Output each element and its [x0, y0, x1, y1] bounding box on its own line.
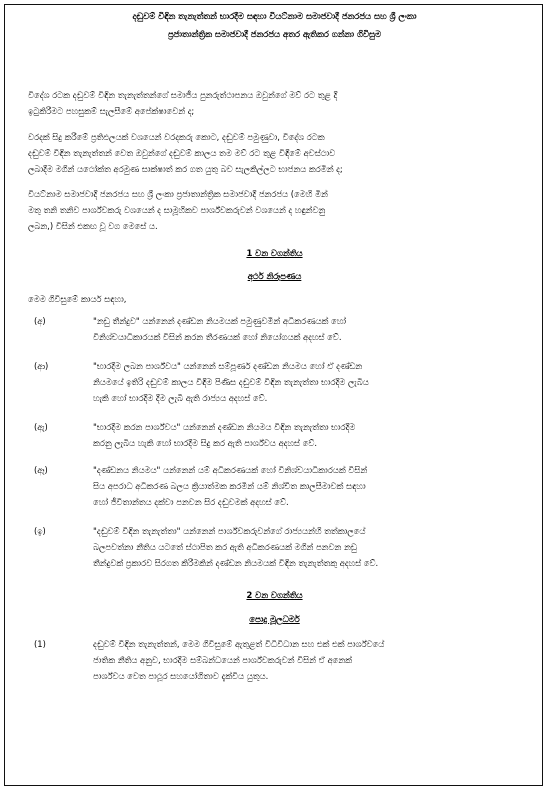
article-1-subheading: අර්ථ නිරූපණය: [247, 271, 302, 281]
article-2-item-1-label: (1): [34, 639, 46, 649]
article-1-item-aee-line-1: "දණ්ඩනය නියමය" යන්නෙන් යම් අධිකරණයක් හෝ විනිශ්චයාධිකාරයක් විසින්: [93, 465, 368, 475]
preamble-3-line-3: ලබන,) විසින් එකඟ වූ වග මෙසේ ය.: [28, 221, 158, 231]
article-1-item-aa-label: (ආ): [34, 361, 49, 371]
article-2-heading: 2 වන වගන්තිය: [246, 590, 303, 600]
article-2-item-1-line-2: ජාතික නීතිය අනුව, භාරදීම සම්බන්ධයෙන් පාර්ශ්වකරුවන් විසින් ඒ අනෙක්: [93, 655, 352, 665]
article-1-item-i-line-2: බලපවත්නා නීතිය යටතේ ස්ථාපිත කර ඇති අධිකරණයක් මගින් පනවන නඩු: [93, 542, 357, 552]
preamble-3-line-1: වියට්නාම සමාජවාදී ජනරජය සහ ශ්‍රී ලංකා ප්‍රජාතාන්ත්‍රික සමාජවාදී ජනරජය (මෙහි මින්: [28, 189, 328, 199]
article-1-item-ae-line-2: කරනු ලැබිය හැකි හෝ භාරදීම සිදු කර ඇති පාර්ශ්වය අදහස් වේ.: [93, 438, 318, 448]
article-1-item-a-line-2: විනිශ්චයාධිකාරයක් විසින් කරන තීරණයක් හෝ නියෝගයක් අදහස් වේ.: [93, 332, 342, 342]
article-1-item-a-line-1: "නඩු තීන්දුව" යන්නෙන් දණ්ඩන නියමයක් පමුණුවමින් අධිකරණයක් හෝ: [93, 316, 347, 326]
article-1-item-aa-line-2: නියමයේ ඉතිරි දඬුවම් කාලය විඳීම පිණිස දඬුවම් විඳින තැනැත්තා භාරදීම ලැබිය: [93, 377, 369, 387]
article-2-item-1-line-3: පාර්ශ්වය වෙත පාථූර සහයෝගිතාව දැක්විය යුතුය.: [93, 671, 269, 681]
article-1-item-ae-label: (ඇ): [34, 422, 48, 432]
article-1-heading: 1 වන වගන්තිය: [246, 248, 303, 258]
preamble-1-line-1: විදේශ රටක දඬුවම් විඳින තැනැත්තන්ගේ සමාජීය පුනරුත්ථාපනය ඔවුන්ගේ මව් රට තුළ දී: [28, 90, 338, 100]
article-1-item-aa-line-3: හැකි හෝ භාරදීම දීම ලැබී ඇති රාජ්‍යය අදහස් වේ.: [93, 393, 268, 403]
title-line-1: දඬුවම් විඳින තැනැත්තන් භාරදීම සඳහා වියට්නාම සමාජවාදී ජනරජය සහ ශ්‍රී ලංකා: [132, 11, 417, 21]
article-1-item-aee-line-2: සිය අපරාධ අධිකරණ බලය ක්‍රියාත්මක කරමින් යම් නිශ්චිත කාලසීමාවක් සඳහා: [93, 481, 366, 491]
article-1-item-aee-line-3: හෝ ජීවිතාන්තය දක්වා පනවන සිර දඬුවමක් අදහස් වේ.: [93, 497, 289, 507]
preamble-1-line-2: ඉටුකිරීමට පහසුකම් සැලසීමේ අපේක්ෂාවෙන් ද;: [28, 106, 195, 116]
article-1-item-i-line-3: තීන්දුවක් ප්‍රකාරව සිරගත කිරීමකින් දණ්ඩන නියමයක් විඳින තැනැත්තකු අදහස් වේ.: [93, 558, 379, 568]
title-line-2: ප්‍රජාතාන්ත්‍රික සමාජවාදී ජනරජය අතර ඇතිකර ගන්නා ගිවිසුම: [167, 29, 382, 39]
article-2-item-1-line-1: දඬුවම් විඳින තැනැත්තන්, මෙම ගිවිසුමේ ඇතුළත් විධිවිධාන සහ එක් එක් පාර්ශ්වයේ: [93, 639, 385, 649]
article-2-subheading: පොදු මූලධර්ම: [249, 614, 300, 624]
preamble-2-line-2: දඬුවම් විඳින තැනැත්තන් වෙත ඔවුන්ගේ දඬුවම් කාලය තම මව් රට තුළ විඳීමේ අවස්ථාව: [28, 148, 336, 158]
preamble-2-line-1: වරදක් සිදු කරීමේ ප්‍රතිඵලයක් වශයෙන් වරදකරු කොට, දඬුවම් පමුණුවා, විදේශ රටක: [28, 132, 325, 142]
preamble-2-line-3: ලබාදීම මගින් යථෝක්ත අරමුණ සාක්ෂාත් කර ගත යුතු බව සැලකිල්ලට භාජනය කරමින් ද;: [28, 164, 343, 174]
document-page: [4, 4, 543, 786]
preamble-3-line-2: මතු තනි තනිව පාර්ශ්වකරු වශයෙන් ද සාමූහිකව පාර්ශ්වකරුවන් වශයෙන් ද හඳුන්වනු: [28, 205, 326, 215]
article-1-item-ae-line-1: "භාරදීම කරන පාර්ශ්වය" යන්නෙන් දණ්ඩන නියමය විඳින තැනැත්තා භාරදීම: [93, 422, 356, 432]
article-1-intro: මෙම ගිවිසුමේ කාර්ය සඳහා,: [28, 294, 127, 304]
article-1-item-i-label: (ඉ): [34, 526, 46, 536]
article-1-item-i-line-1: "දඬුවම් විඳින තැනැත්තා" යන්නෙන් පාර්ශ්වකරුවන්ගේ රාජ්‍යයන්හි තත්කාලයේ: [93, 526, 366, 536]
article-1-item-a-label: (අ): [34, 316, 46, 326]
article-1-item-aa-line-1: "භාරදීම ලබන පාර්ශ්වය" යන්නෙන් සම්පූර්ණ දණ්ඩන නියමය හෝ ඒ දණ්ඩන: [93, 361, 363, 371]
article-1-item-aee-label: (ඈ): [34, 465, 48, 475]
